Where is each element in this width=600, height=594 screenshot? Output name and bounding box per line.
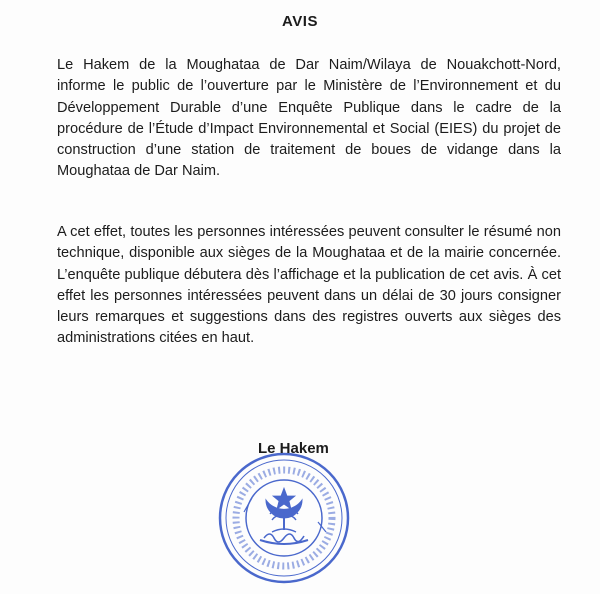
signature-label: Le Hakem xyxy=(258,440,329,457)
official-stamp-icon xyxy=(214,448,354,588)
notice-paragraph-2: A cet effet, toutes les personnes intéressées peuvent consulter le résumé non technique, disponible aux sièges de la Moughataa et de la mairie concernée. L’enquête publique débutera dès l’affichage et la publication de cet avis. À cet effet les personnes intéressées peuvent dans un délai de 30 jours consigner leurs remarques et suggestions dans des registres ouverts aux sièges des administrations citées en haut. xyxy=(57,224,561,347)
notice-paragraph-1: Le Hakem de la Moughataa de Dar Naim/Wilaya de Nouakchott-Nord, informe le public de l’ouverture par le Ministère de l’Environnement et du Développement Durable d’une Enquête Publique dans le cadre de la procédure de l’Étude d’Impact Environnemental et Social (EIES) du projet de construction d’une station de traitement de boues de vidange dans la Moughataa de Dar Naim. xyxy=(57,57,561,180)
notice-title: AVIS xyxy=(282,13,318,30)
